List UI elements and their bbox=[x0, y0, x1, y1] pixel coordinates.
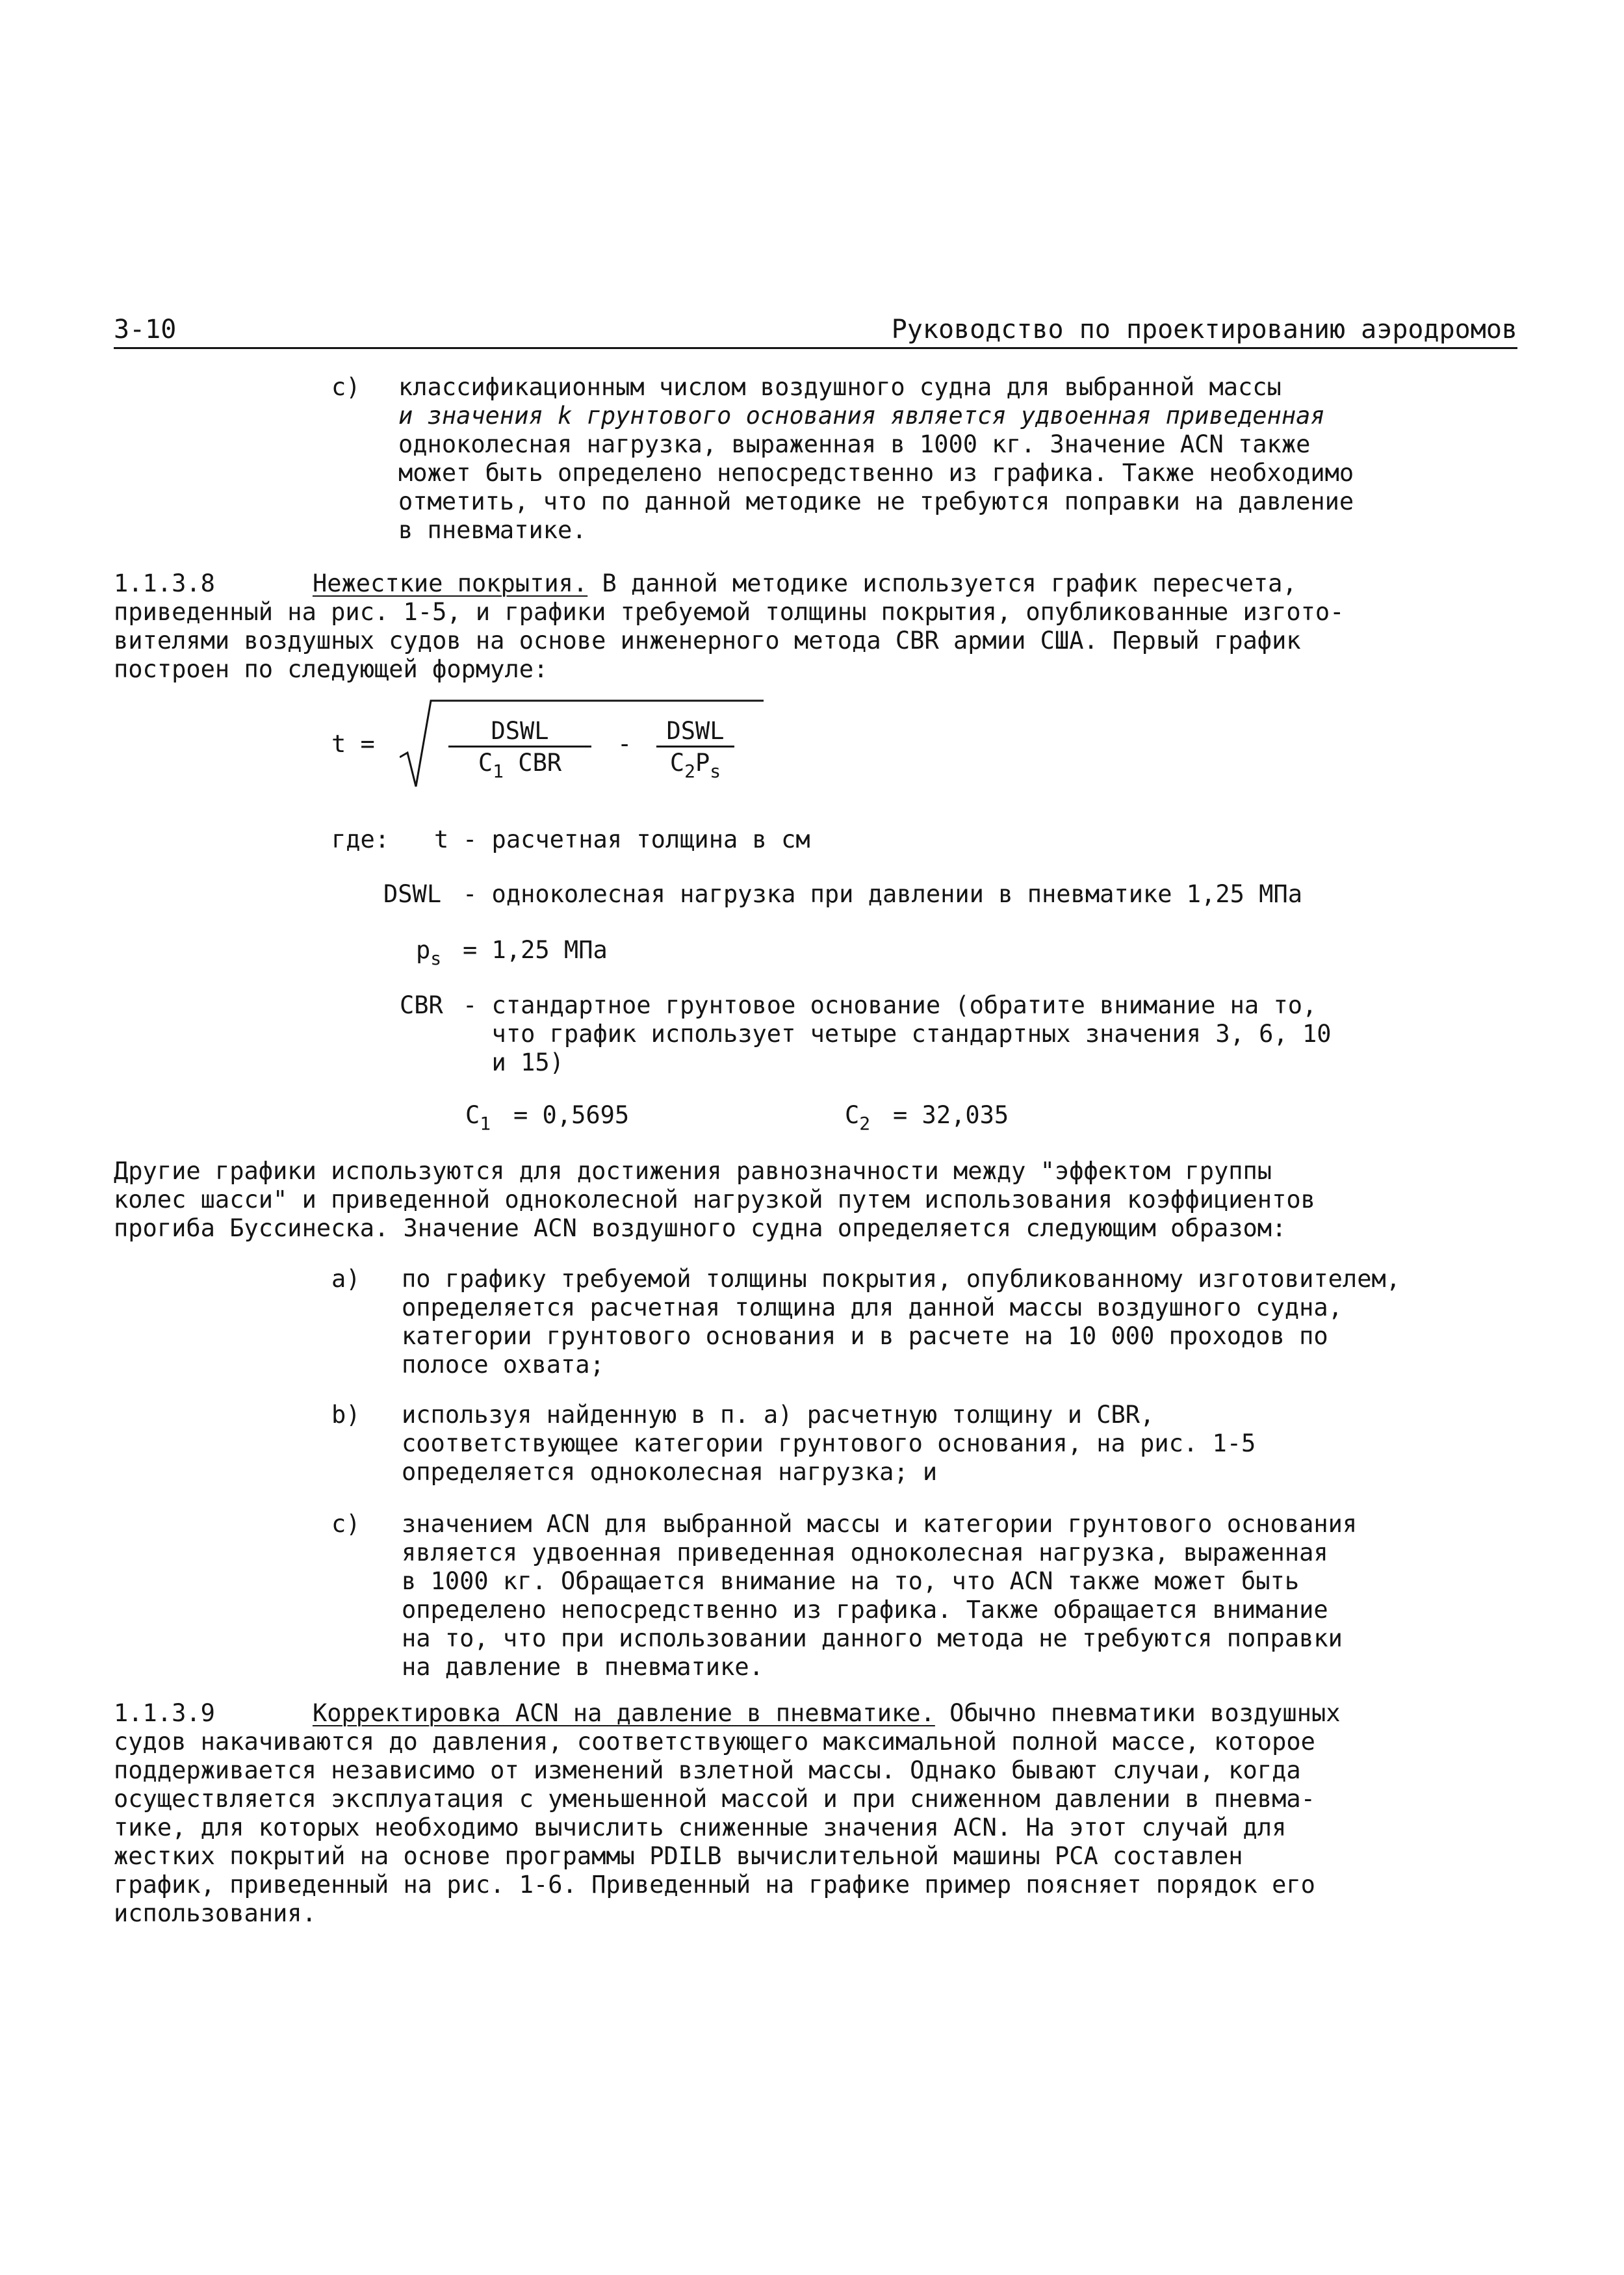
section-number: 1.1.3.9 bbox=[114, 1699, 215, 1727]
text-line: прогиба Буссинеска. Значение ACN воздушного судна определяется следующим образом: bbox=[114, 1214, 1287, 1242]
text-line: жестких покрытий на основе программы PDILB вычислительной машины PCA составлен bbox=[114, 1842, 1243, 1870]
symbol-t: t bbox=[434, 826, 449, 853]
text-line: классификационным числом воздушного судна для выбранной массы bbox=[398, 373, 1282, 401]
text-line: полосе охвата; bbox=[402, 1351, 604, 1379]
text-line: в 1000 кг. Обращается внимание на то, что ACN также может быть bbox=[402, 1567, 1300, 1595]
text-line: отметить, что по данной методике не требуются поправки на давление bbox=[398, 488, 1354, 515]
definition-t: - расчетная толщина в см bbox=[463, 826, 810, 853]
symbol-cbr: CBR bbox=[504, 749, 562, 777]
text-line: категории грунтового основания и в расчете на 10 000 проходов по bbox=[402, 1322, 1328, 1350]
symbol-c: C bbox=[465, 1101, 480, 1129]
list-letter: b) bbox=[331, 1401, 361, 1429]
text-line: соответствующее категории грунтового основания, на рис. 1-5 bbox=[402, 1429, 1256, 1457]
section-1-1-3-9 bbox=[114, 1699, 1576, 1928]
text-line: и 15) bbox=[463, 1048, 564, 1076]
text-line: тике, для которых необходимо вычислить сниженные значения ACN. На этот случай для bbox=[114, 1814, 1287, 1841]
symbol-c: C bbox=[669, 749, 685, 777]
text-line: значением ACN для выбранной массы и категории грунтового основания bbox=[402, 1510, 1358, 1538]
subscript: 2 bbox=[684, 760, 695, 782]
section-first-line bbox=[114, 1699, 1576, 1728]
symbol-p: P bbox=[695, 749, 710, 777]
text-line: определяется расчетная толщина для данной массы воздушного судна, bbox=[402, 1294, 1343, 1321]
symbol-ps bbox=[416, 936, 441, 967]
symbol-c: C bbox=[845, 1101, 860, 1129]
symbol-cbr: CBR bbox=[400, 991, 443, 1019]
text-line: используя найденную в п. a) расчетную толщину и CBR, bbox=[402, 1401, 1155, 1429]
text-line: может быть определено непосредственно из графика. Также необходимо bbox=[398, 459, 1354, 487]
text-line: - стандартное грунтовое основание (обратите внимание на то, bbox=[463, 991, 1317, 1019]
text-line: и значения k грунтового основания является удвоенная приведенная bbox=[398, 402, 1325, 430]
text-line: приведенный на рис. 1-5, и графики требуемой толщины покрытия, опубликованные изгото- bbox=[114, 598, 1345, 626]
running-title: Руководство по проектированию аэродромов bbox=[891, 315, 1517, 344]
text-line: использования. bbox=[114, 1899, 316, 1927]
text-line: Другие графики используются для достижения равнозначности между "эффектом группы bbox=[114, 1157, 1272, 1185]
value-c1: = 0,5695 bbox=[513, 1101, 630, 1129]
text-line: в пневматике. bbox=[398, 516, 587, 544]
text-line: является удвоенная приведенная одноколесная нагрузка, выраженная bbox=[402, 1539, 1328, 1566]
value-c2: = 32,035 bbox=[893, 1101, 1009, 1129]
fraction-numerator: DSWL bbox=[666, 717, 725, 745]
text-line: поддерживается независимо от изменений взлетной массы. Однако бывают случаи, когда bbox=[114, 1756, 1301, 1784]
section-title: Нежесткие покрытия. bbox=[312, 569, 588, 597]
text-line: по графику требуемой толщины покрытия, опубликованному изготовителем, bbox=[402, 1265, 1401, 1293]
paragraph-other-charts bbox=[114, 1157, 1576, 1243]
text-line: Обычно пневматики воздушных bbox=[934, 1699, 1341, 1727]
fraction-numerator: DSWL bbox=[491, 717, 549, 745]
where-label: где: bbox=[331, 826, 390, 853]
text-line: построен по следующей формуле: bbox=[114, 655, 548, 683]
subscript: s bbox=[430, 948, 442, 969]
text-line: что график использует четыре стандартных значения 3, 6, 10 bbox=[463, 1020, 1332, 1048]
subscript: 2 bbox=[859, 1113, 871, 1134]
symbol-dswl: DSWL bbox=[383, 880, 442, 908]
text-line: В данной методике используется график пересчета, bbox=[587, 569, 1297, 597]
text-line: судов накачиваются до давления, соответствующего максимальной полной массе, которое bbox=[114, 1728, 1315, 1756]
text-line: одноколесная нагрузка, выраженная в 1000 кг. Значение ACN также bbox=[398, 430, 1311, 458]
text-line: определяется одноколесная нагрузка; и bbox=[402, 1458, 938, 1486]
symbol-c2 bbox=[845, 1101, 870, 1132]
text-line: колес шасси" и приведенной одноколесной нагрузкой путем использования коэффициентов bbox=[114, 1186, 1315, 1214]
list-letter: a) bbox=[331, 1265, 361, 1293]
text-line: вителями воздушных судов на основе инженерного метода CBR армии США. Первый график bbox=[114, 627, 1301, 655]
text-line: на то, что при использовании данного метода не требуются поправки bbox=[402, 1624, 1343, 1652]
subscript: s bbox=[710, 760, 721, 782]
section-title: Корректировка ACN на давление в пневматике. bbox=[312, 1699, 935, 1727]
text-line: на давление в пневматике. bbox=[402, 1653, 764, 1681]
definition-ps: = 1,25 МПа bbox=[463, 936, 608, 964]
subscript: 1 bbox=[480, 1113, 491, 1134]
symbol-c: C bbox=[478, 749, 493, 777]
page-number: 3-10 bbox=[114, 315, 177, 344]
text-line: осуществляется эксплуатация с уменьшенной массой и при сниженном давлении в пневма- bbox=[114, 1785, 1315, 1813]
list-letter: c) bbox=[331, 373, 361, 401]
subscript: 1 bbox=[493, 760, 504, 782]
section-number: 1.1.3.8 bbox=[114, 569, 215, 597]
formula-minus: - bbox=[617, 730, 632, 758]
definition-cbr bbox=[463, 991, 1332, 1077]
symbol-p: p bbox=[416, 936, 431, 964]
text-line: определено непосредственно из графика. Также обращается внимание bbox=[402, 1596, 1328, 1624]
text-line: график, приведенный на рис. 1-6. Приведенный на графике пример поясняет порядок его bbox=[114, 1871, 1315, 1899]
definition-dswl: - одноколесная нагрузка при давлении в пневматике 1,25 МПа bbox=[463, 880, 1303, 908]
symbol-c1 bbox=[465, 1101, 491, 1132]
list-letter: c) bbox=[331, 1510, 361, 1538]
formula-lhs: t = bbox=[331, 730, 375, 758]
